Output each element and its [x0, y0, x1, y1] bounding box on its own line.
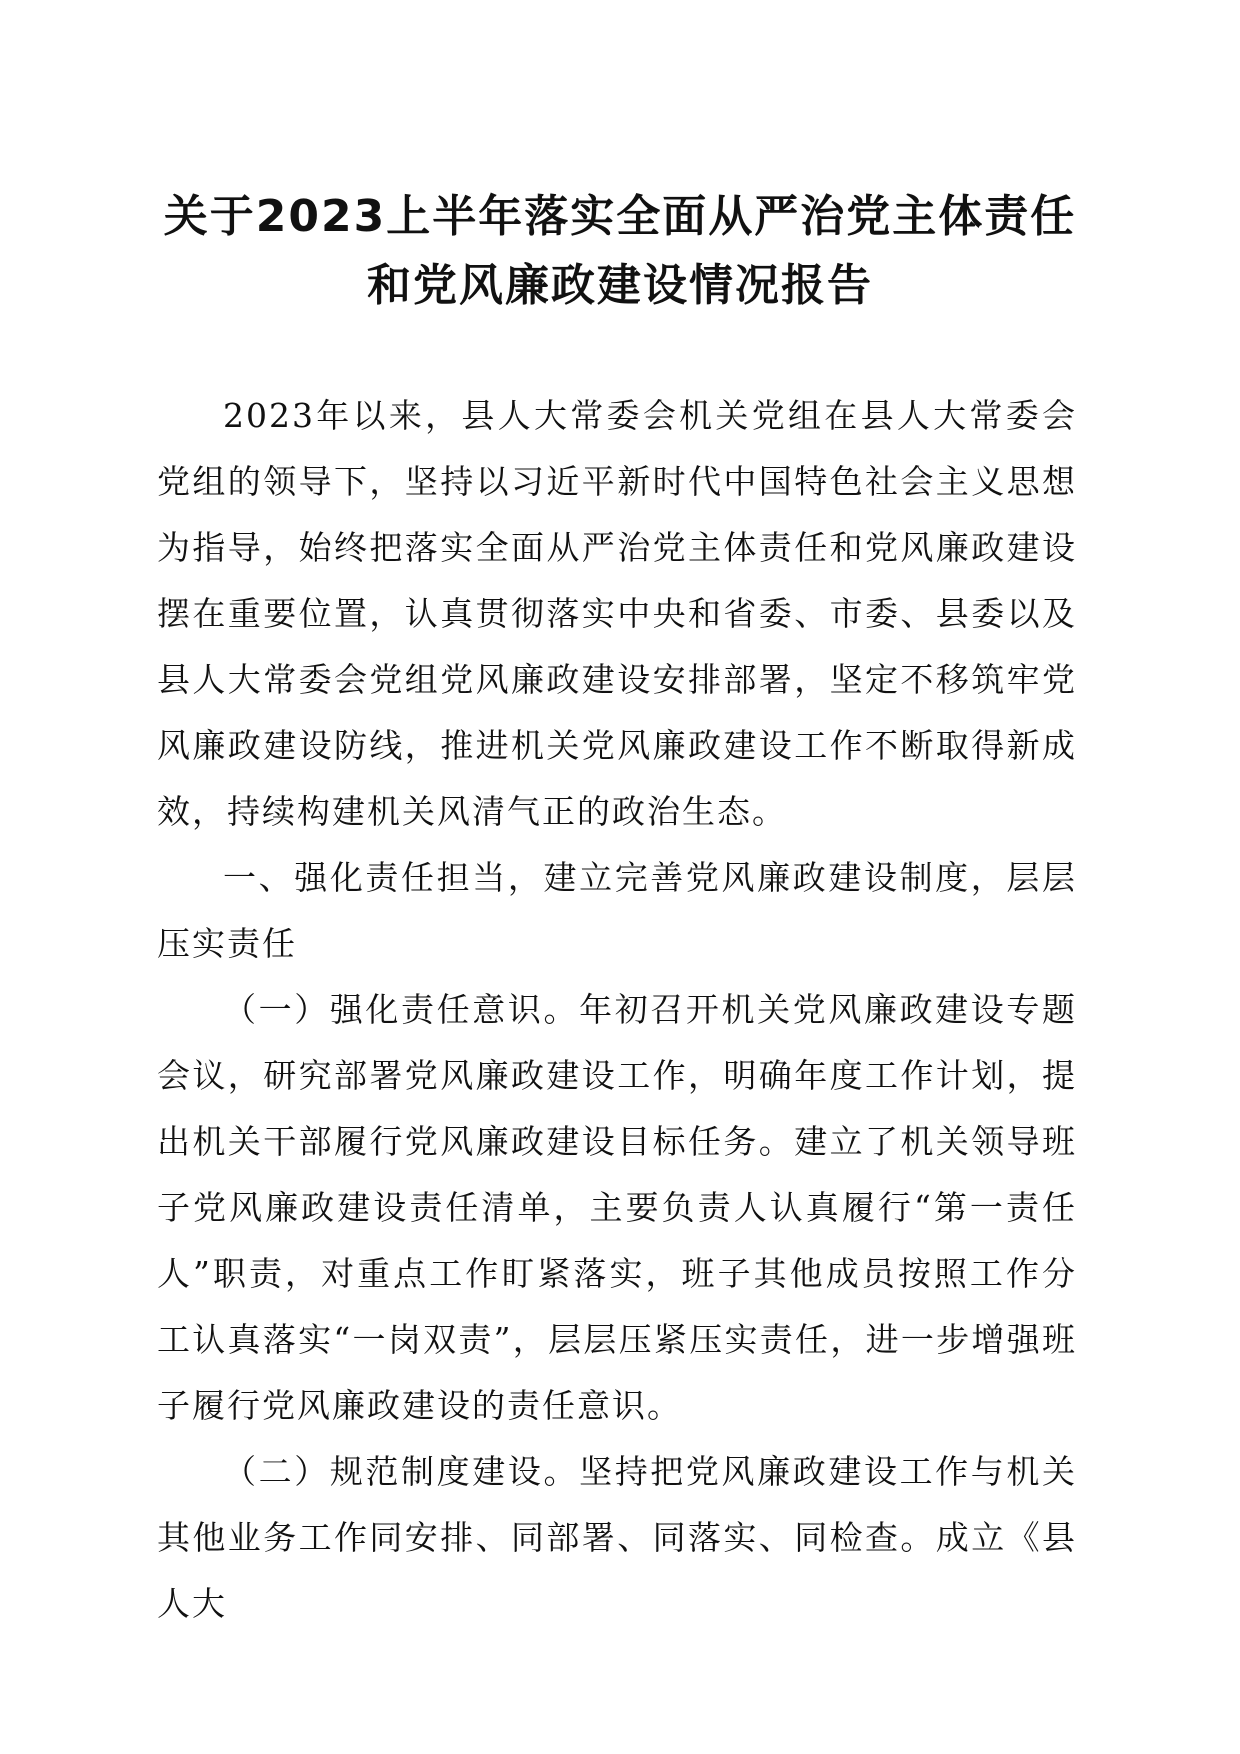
paragraph-subsection-2: （二）规范制度建设。坚持把党风廉政建设工作与机关其他业务工作同安排、同部署、同落实、同检查。成立《县人大 — [157, 1452, 1077, 1623]
document-title-line-1: 关于2023上半年落实全面从严治党主体责任 — [163, 191, 1077, 242]
section-heading-1: 一、强化责任担当，建立完善党风廉政建设制度，层层压实责任 — [157, 858, 1077, 963]
document-body — [157, 383, 1077, 1637]
paragraph-subsection-1: （一）强化责任意识。年初召开机关党风廉政建设专题会议，研究部署党风廉政建设工作，明确年度工作计划，提出机关干部履行党风廉政建设目标任务。建立了机关领导班子党风廉政建设责任清单，主要负责人认真履行“第一责任人”职责，对重点工作盯紧落实，班子其他成员按照工作分工认真落实“一岗双责”，层层压紧压实责任，进一步增强班子履行党风廉政建设的责任意识。 — [157, 990, 1077, 1425]
document-title-line-2: 和党风廉政建设情况报告 — [367, 260, 873, 311]
paragraph-intro: 2023年以来，县人大常委会机关党组在县人大常委会党组的领导下，坚持以习近平新时代中国特色社会主义思想为指导，始终把落实全面从严治党主体责任和党风廉政建设摆在重要位置，认真贯彻落实中央和省委、市委、县委以及县人大常委会党组党风廉政建设安排部署，坚定不移筑牢党风廉政建设防线，推进机关党风廉政建设工作不断取得新成效，持续构建机关风清气正的政治生态。 — [157, 396, 1077, 831]
